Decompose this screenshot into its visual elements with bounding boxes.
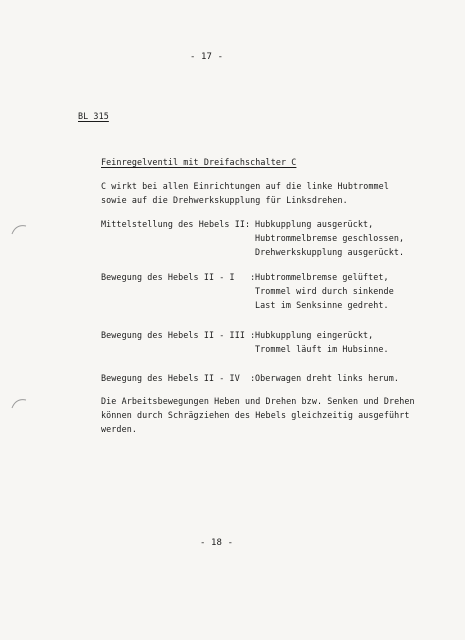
intro-line-1: C wirkt bei allen Einrichtungen auf die linke Hubtrommel bbox=[101, 181, 389, 191]
entry-text: Hubtrommelbremse gelüftet, bbox=[255, 272, 389, 282]
page-number-header: - 17 - bbox=[190, 52, 224, 62]
entry-text: Trommel läuft im Hubsinne. bbox=[255, 344, 389, 354]
entry-text: Last im Senksinne gedreht. bbox=[255, 300, 389, 310]
intro-line-2: sowie auf die Drehwerkskupplung für Linksdrehen. bbox=[101, 195, 348, 205]
page-number-footer: - 18 - bbox=[200, 538, 234, 548]
entry-text: Hubkupplung eingerückt, bbox=[255, 330, 374, 340]
binder-hole-mark-top bbox=[10, 222, 30, 236]
entry-text: Oberwagen dreht links herum. bbox=[255, 373, 399, 383]
entry-text: Hubkupplung ausgerückt, bbox=[255, 219, 374, 229]
closing-line-1: Die Arbeitsbewegungen Heben und Drehen bzw. Senken und Drehen bbox=[101, 396, 415, 406]
entry-text: Hubtrommelbremse geschlossen, bbox=[255, 233, 405, 243]
section-title: Feinregelventil mit Dreifachschalter C bbox=[101, 157, 297, 167]
closing-line-3: werden. bbox=[101, 424, 137, 434]
document-reference: BL 315 bbox=[78, 111, 109, 121]
entry-text: Drehwerkskupplung ausgerückt. bbox=[255, 247, 405, 257]
entry-label-ii-i: Bewegung des Hebels II - I : bbox=[101, 272, 256, 282]
entry-label-mittelstellung: Mittelstellung des Hebels II: bbox=[101, 219, 251, 229]
entry-label-ii-iv: Bewegung des Hebels II - IV : bbox=[101, 373, 256, 383]
entry-text: Trommel wird durch sinkende bbox=[255, 286, 394, 296]
entry-label-ii-iii: Bewegung des Hebels II - III : bbox=[101, 330, 256, 340]
binder-hole-mark-bottom bbox=[10, 396, 30, 410]
closing-line-2: können durch Schrägziehen des Hebels gleichzeitig ausgeführt bbox=[101, 410, 410, 420]
